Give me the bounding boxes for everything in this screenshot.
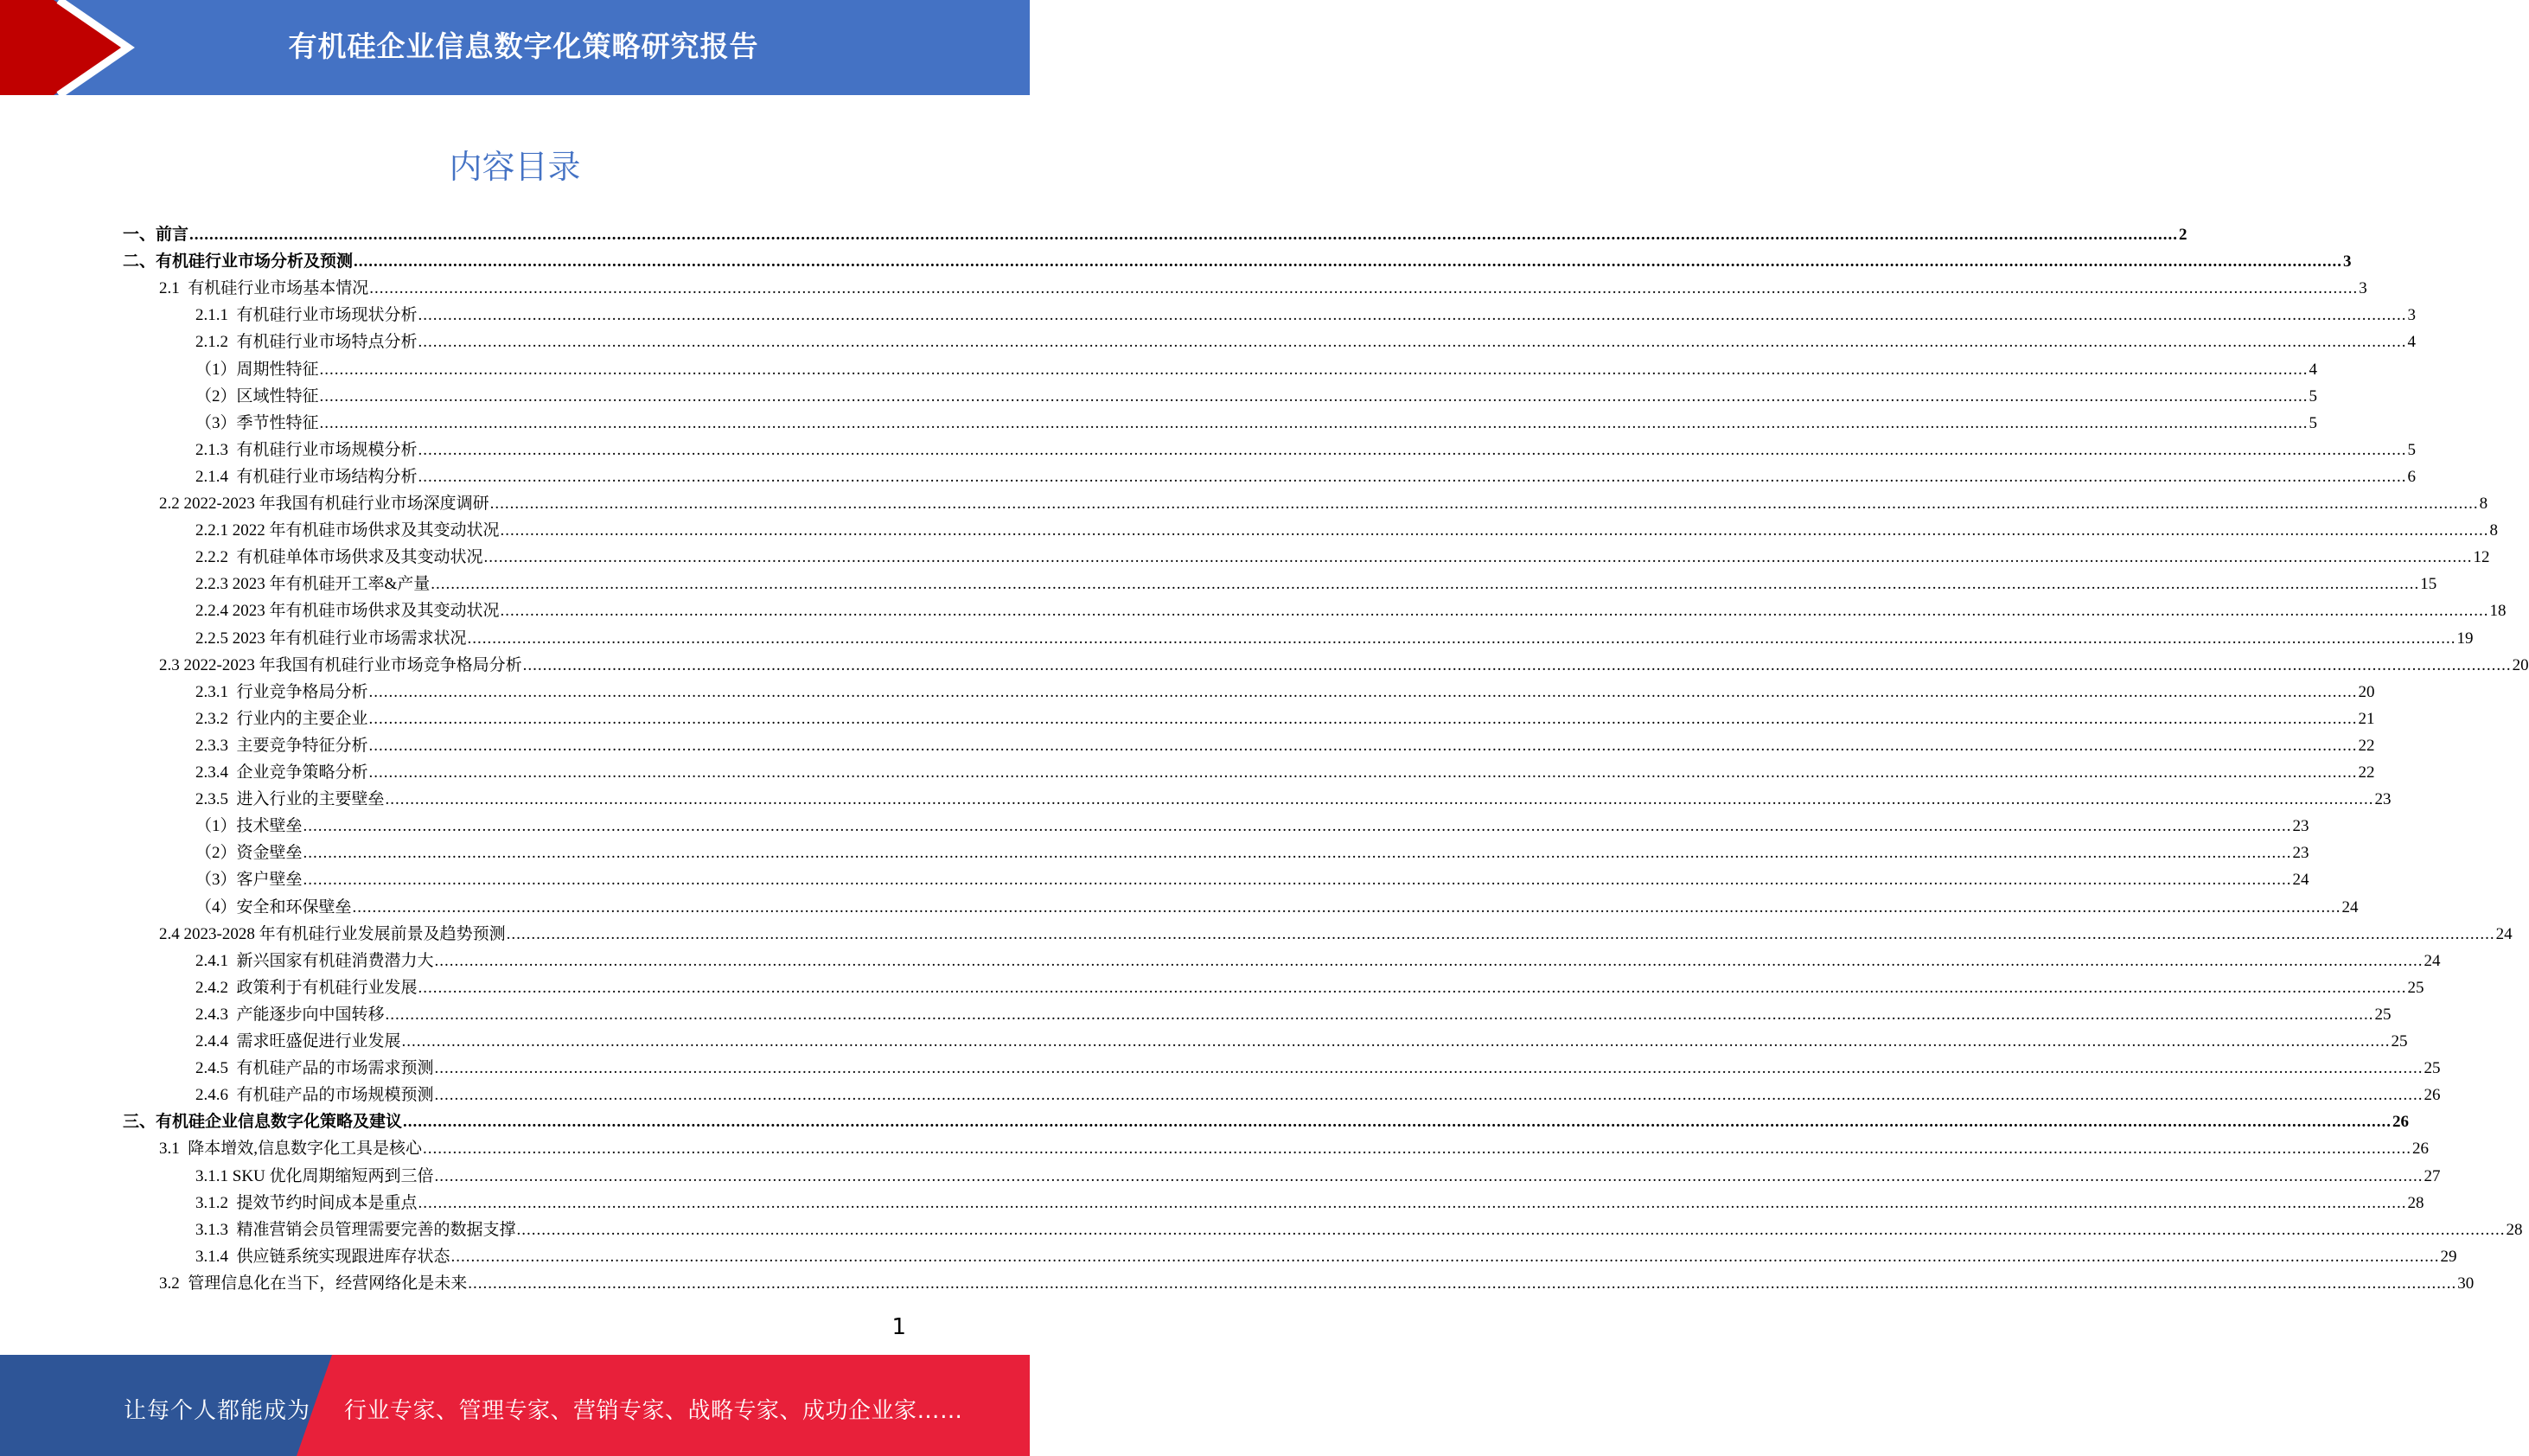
toc-entry-title: 2.4.4 需求旺盛促进行业发展 <box>195 1032 401 1050</box>
toc-entry-title: 2.3 2022-2023 年我国有机硅行业市场竞争格局分析 <box>159 655 522 674</box>
toc-entry[interactable] <box>195 461 2417 488</box>
toc-entry-page: 19 <box>2456 629 2474 648</box>
toc-entry[interactable] <box>195 434 2417 461</box>
toc-entry-page: 2 <box>2179 226 2187 244</box>
toc-entry-title: 2.2.4 2023 年有机硅市场供求及其变动状况 <box>195 602 500 621</box>
toc-entry-title: （3）客户壁垒 <box>195 871 303 890</box>
toc-leader-dots: ................................................................................................................................................................................................................................................................................................................................................................................................................ <box>418 1193 2407 1212</box>
toc-entry-page: 18 <box>2489 602 2507 621</box>
toc-leader-dots: ................................................................................................................................................................................................................................................................................................................................................................................................................ <box>500 521 2489 540</box>
toc-entry-page: 4 <box>2309 360 2318 379</box>
toc-leader-dots: ................................................................................................................................................................................................................................................................................................................................................................................................................ <box>506 924 2495 943</box>
toc-entry-page: 30 <box>2457 1274 2475 1293</box>
toc-entry-title: 3.1.4 供应链系统实现跟进库存状态 <box>195 1247 450 1266</box>
toc-entry-title: 3.2 管理信息化在当下，经营网络化是未来 <box>159 1274 468 1293</box>
toc-entry-title: 2.3.3 主要竞争特征分析 <box>195 736 368 755</box>
toc-entry[interactable] <box>195 1214 2523 1241</box>
toc-entry-title: 2.3.5 进入行业的主要壁垒 <box>195 790 385 809</box>
toc-entry-page: 28 <box>2407 1193 2424 1212</box>
toc-entry[interactable] <box>195 999 2392 1025</box>
toc-entry-page: 22 <box>2358 763 2375 782</box>
toc-entry-page: 4 <box>2407 333 2417 352</box>
toc-entry-page: 25 <box>2407 978 2424 997</box>
toc-entry[interactable] <box>159 1268 2475 1294</box>
toc-leader-dots: ................................................................................................................................................................................................................................................................................................................................................................................................................ <box>450 1247 2440 1266</box>
toc-entry-title: （1）技术壁垒 <box>195 817 303 836</box>
toc-entry-title: 2.2.1 2022 年有机硅市场供求及其变动状况 <box>195 521 500 540</box>
toc-entry[interactable] <box>195 326 2417 353</box>
toc-leader-dots: ................................................................................................................................................................................................................................................................................................................................................................................................................ <box>500 602 2489 621</box>
toc-entry-title: 2.4.3 产能逐步向中国转移 <box>195 1005 385 1024</box>
toc-entry[interactable] <box>195 623 2474 649</box>
toc-leader-dots: ................................................................................................................................................................................................................................................................................................................................................................................................................ <box>368 763 2358 782</box>
toc-entry-page: 24 <box>2495 924 2513 943</box>
toc-entry-page: 5 <box>2407 440 2417 459</box>
header-banner <box>0 0 1030 95</box>
toc-entry[interactable] <box>195 407 2318 434</box>
toc-leader-dots: ................................................................................................................................................................................................................................................................................................................................................................................................................ <box>467 629 2456 648</box>
toc-entry-page: 25 <box>2374 1005 2392 1024</box>
toc-leader-dots: ................................................................................................................................................................................................................................................................................................................................................................................................................ <box>385 790 2374 809</box>
toc-entry-title: 3.1.3 精准营销会员管理需要完善的数据支撑 <box>195 1220 516 1239</box>
toc-entry[interactable] <box>195 1160 2441 1187</box>
toc-entry-title: 3.1.1 SKU 优化周期缩短两到三倍 <box>195 1166 434 1185</box>
toc-leader-dots: ................................................................................................................................................................................................................................................................................................................................................................................................................ <box>303 844 2292 863</box>
toc-entry[interactable] <box>123 1106 2410 1133</box>
toc-entry[interactable] <box>195 783 2392 810</box>
toc-entry-page: 3 <box>2359 279 2367 298</box>
toc-entry-title: （1）周期性特征 <box>195 360 319 379</box>
toc-entry-page: 29 <box>2440 1247 2457 1266</box>
toc-leader-dots: ................................................................................................................................................................................................................................................................................................................................................................................................................ <box>468 1274 2457 1293</box>
toc-entry-page: 23 <box>2374 790 2392 809</box>
toc-entry-title: 2.2 2022-2023 年我国有机硅行业市场深度调研 <box>159 495 489 513</box>
toc-entry[interactable] <box>195 676 2375 703</box>
toc-entry[interactable] <box>123 246 2352 272</box>
toc-entry[interactable] <box>195 891 2359 918</box>
toc-entry-page: 5 <box>2309 386 2318 406</box>
toc-entry-title: 2.3.1 行业竞争格局分析 <box>195 682 368 701</box>
toc-entry-page: 12 <box>2473 548 2490 567</box>
toc-leader-dots: ................................................................................................................................................................................................................................................................................................................................................................................................................ <box>522 655 2512 674</box>
toc-entry-title: 2.2.2 有机硅单体市场供求及其变动状况 <box>195 548 483 567</box>
toc-entry[interactable] <box>195 972 2424 999</box>
toc-leader-dots: ................................................................................................................................................................................................................................................................................................................................................................................................................ <box>354 252 2343 271</box>
toc-leader-dots: ................................................................................................................................................................................................................................................................................................................................................................................................................ <box>434 1086 2424 1105</box>
toc-leader-dots: ................................................................................................................................................................................................................................................................................................................................................................................................................ <box>368 736 2358 755</box>
toc-entry[interactable] <box>195 541 2490 568</box>
toc-entry[interactable] <box>159 272 2367 299</box>
toc-entry-page: 6 <box>2407 467 2417 486</box>
toc-entry-title: 3.1 降本增效,信息数字化工具是核心 <box>159 1140 423 1159</box>
toc-entry[interactable] <box>195 299 2417 326</box>
toc-leader-dots: ................................................................................................................................................................................................................................................................................................................................................................................................................ <box>369 279 2359 298</box>
toc-entry-title: 2.1.1 有机硅行业市场现状分析 <box>195 306 418 325</box>
toc-entry[interactable] <box>195 1052 2441 1079</box>
toc-entry-title: 2.3.2 行业内的主要企业 <box>195 709 368 728</box>
toc-entry-page: 26 <box>2412 1140 2430 1159</box>
page-number: 1 <box>891 1314 906 1340</box>
toc-entry-page: 8 <box>2489 521 2499 540</box>
toc-entry-page: 8 <box>2479 495 2488 513</box>
toc-entry-page: 26 <box>2424 1086 2441 1105</box>
toc-entry-title: 2.1.2 有机硅行业市场特点分析 <box>195 333 418 352</box>
toc-entry[interactable] <box>195 757 2375 783</box>
toc-entry-title: 2.4.2 政策利于有机硅行业发展 <box>195 978 418 997</box>
footer-slogan-right: 行业专家、管理专家、营销专家、战略专家、成功企业家…… <box>344 1398 963 1424</box>
toc-entry-page: 28 <box>2506 1220 2523 1239</box>
toc-leader-dots: ................................................................................................................................................................................................................................................................................................................................................................................................................ <box>418 306 2407 325</box>
toc-entry-page: 26 <box>2392 1113 2410 1132</box>
toc-entry[interactable] <box>123 219 2187 246</box>
toc-entry-page: 3 <box>2343 252 2352 271</box>
toc-leader-dots: ................................................................................................................................................................................................................................................................................................................................................................................................................ <box>385 1005 2374 1024</box>
toc-entry-page: 20 <box>2512 655 2529 674</box>
toc-leader-dots: ................................................................................................................................................................................................................................................................................................................................................................................................................ <box>434 1059 2424 1078</box>
toc-entry-title: 三、有机硅企业信息数字化策略及建议 <box>123 1113 403 1132</box>
toc-entry-title: 2.4 2023-2028 年有机硅行业发展前景及趋势预测 <box>159 924 506 943</box>
toc-entry-page: 23 <box>2292 844 2309 863</box>
toc-leader-dots: ................................................................................................................................................................................................................................................................................................................................................................................................................ <box>431 575 2420 594</box>
toc-entry[interactable] <box>195 354 2318 380</box>
toc-entry-page: 20 <box>2358 682 2375 701</box>
toc-entry[interactable] <box>195 514 2499 541</box>
toc-entry[interactable] <box>195 568 2437 595</box>
toc-entry[interactable] <box>159 1133 2430 1159</box>
toc-entry-title: （2）资金壁垒 <box>195 844 303 863</box>
toc-entry-page: 5 <box>2309 413 2318 432</box>
toc-leader-dots: ................................................................................................................................................................................................................................................................................................................................................................................................................ <box>401 1032 2391 1050</box>
toc-entry-page: 24 <box>2424 951 2441 970</box>
toc-entry[interactable] <box>195 810 2309 837</box>
toc-leader-dots: ................................................................................................................................................................................................................................................................................................................................................................................................................ <box>368 682 2358 701</box>
toc-leader-dots: ................................................................................................................................................................................................................................................................................................................................................................................................................ <box>483 548 2473 567</box>
toc-entry-page: 23 <box>2292 817 2309 836</box>
toc-entry-title: 2.1.4 有机硅行业市场结构分析 <box>195 467 418 486</box>
toc-entry-title: 2.2.5 2023 年有机硅行业市场需求状况 <box>195 629 467 648</box>
toc-entry[interactable] <box>195 1241 2457 1268</box>
toc-entry[interactable] <box>195 595 2507 622</box>
toc-leader-dots: ................................................................................................................................................................................................................................................................................................................................................................................................................ <box>516 1220 2506 1239</box>
toc-entry[interactable] <box>159 488 2488 514</box>
toc-leader-dots: ................................................................................................................................................................................................................................................................................................................................................................................................................ <box>418 440 2407 459</box>
toc-entry-title: （4）安全和环保壁垒 <box>195 897 352 916</box>
header-title: 有机硅企业信息数字化策略研究报告 <box>288 29 759 63</box>
toc-entry[interactable] <box>195 1187 2424 1214</box>
toc-title: 内容目录 <box>449 148 581 186</box>
toc-entry-title: 2.4.5 有机硅产品的市场需求预测 <box>195 1059 434 1078</box>
toc-entry-title: 3.1.2 提效节约时间成本是重点 <box>195 1193 418 1212</box>
toc-leader-dots: ................................................................................................................................................................................................................................................................................................................................................................................................................ <box>368 709 2358 728</box>
toc-leader-dots: ................................................................................................................................................................................................................................................................................................................................................................................................................ <box>418 333 2407 352</box>
toc-entry-page: 25 <box>2424 1059 2441 1078</box>
toc-leader-dots: ................................................................................................................................................................................................................................................................................................................................................................................................................ <box>418 467 2407 486</box>
toc-entry-title: 二、有机硅行业市场分析及预测 <box>123 252 354 271</box>
toc-leader-dots: ................................................................................................................................................................................................................................................................................................................................................................................................................ <box>434 1166 2424 1185</box>
toc-entry[interactable] <box>159 918 2513 945</box>
toc-leader-dots: ................................................................................................................................................................................................................................................................................................................................................................................................................ <box>319 413 2309 432</box>
toc-leader-dots: ................................................................................................................................................................................................................................................................................................................................................................................................................ <box>303 817 2292 836</box>
toc-leader-dots: ................................................................................................................................................................................................................................................................................................................................................................................................................ <box>352 897 2341 916</box>
toc-entry[interactable] <box>195 730 2375 757</box>
toc-leader-dots: ................................................................................................................................................................................................................................................................................................................................................................................................................ <box>418 978 2407 997</box>
toc-entry-title: 2.1 有机硅行业市场基本情况 <box>159 279 369 298</box>
toc-entry-title: 2.4.1 新兴国家有机硅消费潜力大 <box>195 951 434 970</box>
toc-entry-title: 2.2.3 2023 年有机硅开工率&产量 <box>195 575 431 594</box>
footer-slogan-left: 让每个人都能成为 <box>124 1398 311 1424</box>
toc-leader-dots: ................................................................................................................................................................................................................................................................................................................................................................................................................ <box>319 386 2309 406</box>
toc-entry-page: 24 <box>2341 897 2359 916</box>
toc-entry-title: 2.4.6 有机硅产品的市场规模预测 <box>195 1086 434 1105</box>
toc-entry-title: （3）季节性特征 <box>195 413 319 432</box>
toc-leader-dots: ................................................................................................................................................................................................................................................................................................................................................................................................................ <box>489 495 2479 513</box>
toc-entry-title: （2）区域性特征 <box>195 386 319 406</box>
toc-entry[interactable] <box>195 703 2375 730</box>
toc-leader-dots: ................................................................................................................................................................................................................................................................................................................................................................................................................ <box>423 1140 2412 1159</box>
toc-entry-page: 27 <box>2424 1166 2441 1185</box>
toc-entry-page: 21 <box>2358 709 2375 728</box>
toc-leader-dots: ................................................................................................................................................................................................................................................................................................................................................................................................................ <box>303 871 2292 890</box>
toc-leader-dots: ................................................................................................................................................................................................................................................................................................................................................................................................................ <box>434 951 2424 970</box>
toc-entry-page: 25 <box>2391 1032 2408 1050</box>
toc-entry-title: 2.3.4 企业竞争策略分析 <box>195 763 368 782</box>
toc-entry[interactable] <box>195 380 2318 407</box>
toc-entry[interactable] <box>159 649 2529 676</box>
toc-entry[interactable] <box>195 1079 2441 1106</box>
toc-leader-dots: ................................................................................................................................................................................................................................................................................................................................................................................................................ <box>403 1113 2392 1132</box>
toc-entry-page: 15 <box>2420 575 2437 594</box>
toc-entry[interactable] <box>195 1025 2408 1052</box>
toc-entry[interactable] <box>195 864 2309 891</box>
toc-entry[interactable] <box>195 837 2309 864</box>
toc-entry-title: 2.1.3 有机硅行业市场规模分析 <box>195 440 418 459</box>
toc-leader-dots: ................................................................................................................................................................................................................................................................................................................................................................................................................ <box>189 226 2179 244</box>
toc-entry-page: 3 <box>2407 306 2417 325</box>
toc-entry-page: 24 <box>2292 871 2309 890</box>
toc-leader-dots: ................................................................................................................................................................................................................................................................................................................................................................................................................ <box>319 360 2309 379</box>
toc-entry-page: 22 <box>2358 736 2375 755</box>
toc-entry[interactable] <box>195 945 2441 972</box>
footer-banner <box>0 1355 1030 1456</box>
toc-entry-title: 一、前言 <box>123 226 189 244</box>
